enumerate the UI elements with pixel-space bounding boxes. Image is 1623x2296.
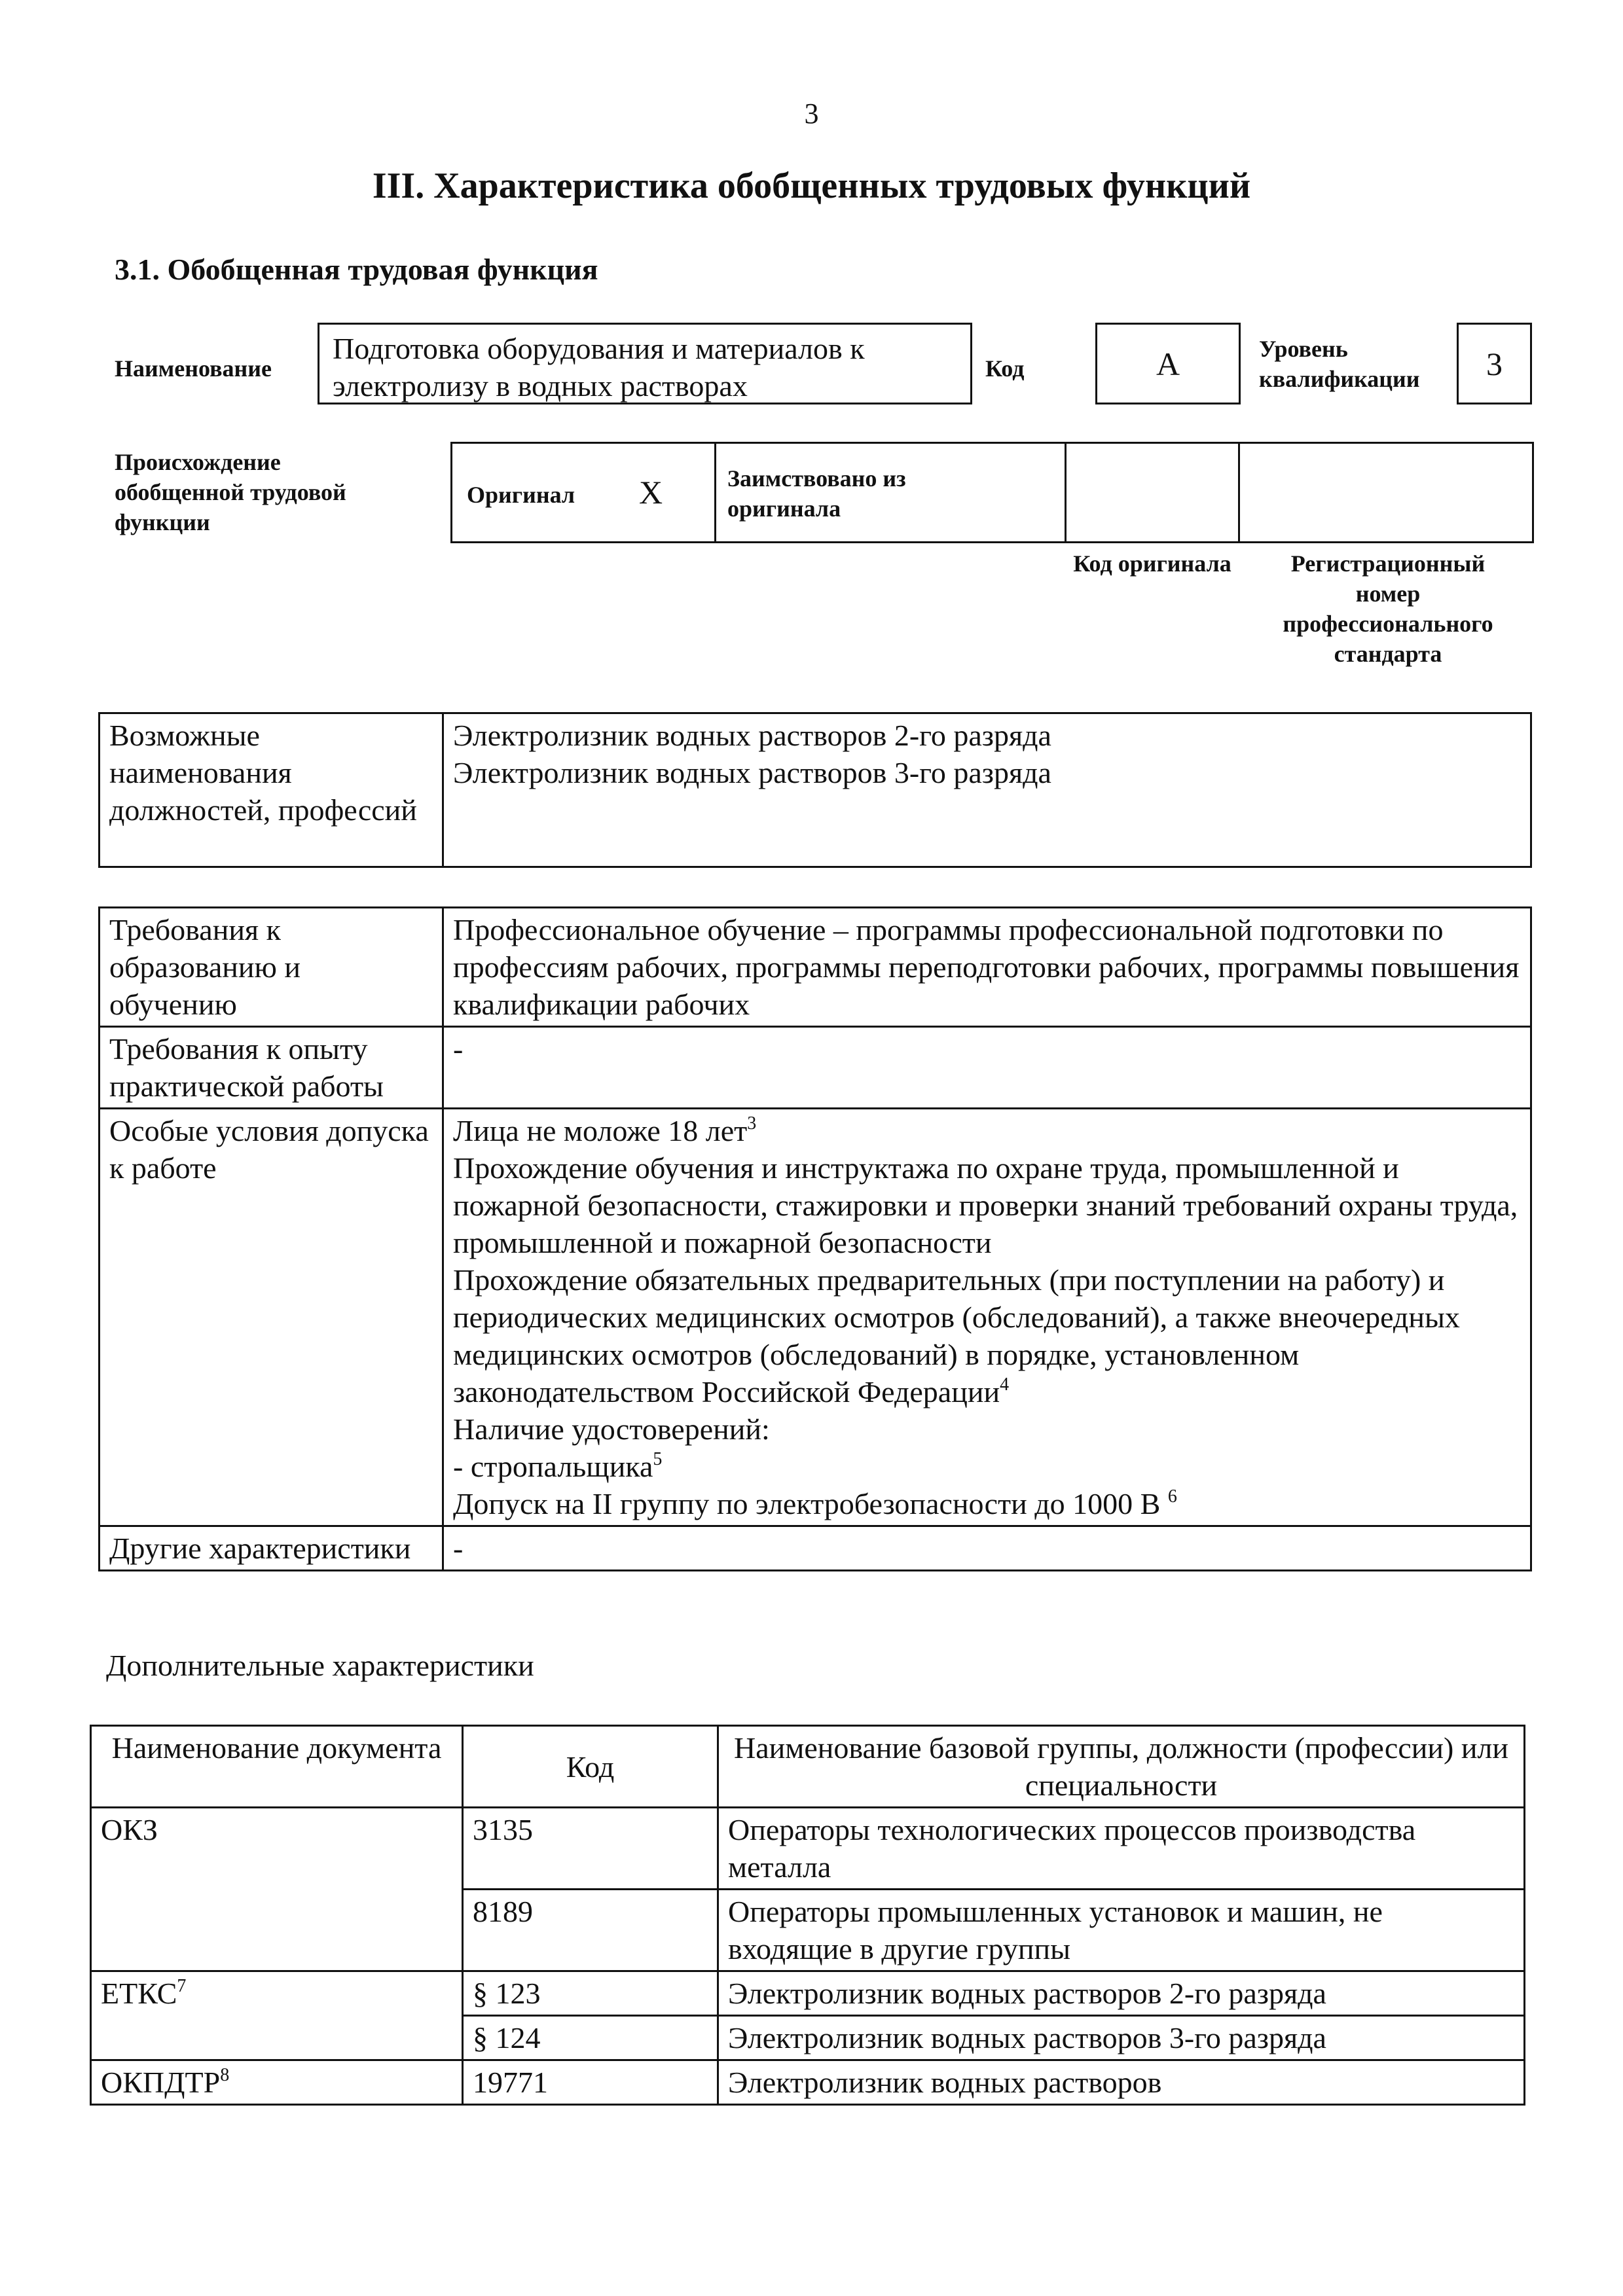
req-value-experience: -: [453, 1032, 464, 1066]
code-label: Код: [985, 355, 1025, 382]
code-cell: § 123: [463, 1971, 718, 2016]
reg-number-caption: Регистрационный номер профессионального стандарта: [1283, 550, 1493, 667]
footnote-ref: 6: [1167, 1486, 1177, 1507]
special-line-slinger: - стропальщика: [453, 1450, 653, 1483]
req-value-other: -: [453, 1532, 464, 1565]
position-item: Электролизник водных растворов 3-го разряда: [453, 756, 1051, 789]
col-header-doc: Наименование документа: [91, 1726, 463, 1808]
req-label-special: Особые условия допуска к работе: [109, 1114, 429, 1185]
level-box: [1457, 323, 1532, 404]
footnote-ref: 5: [653, 1449, 663, 1469]
level-label: Уровень квалификации: [1259, 336, 1420, 392]
origin-divider-3: [1238, 444, 1240, 542]
code-cell: 8189: [463, 1890, 718, 1971]
special-line-age: Лица не моложе 18 лет: [453, 1114, 748, 1147]
req-value-education: Профессиональное обучение – программы профессиональной подготовки по профессиям рабочих, программы переподготовки рабочих, программы повышения квалификации рабочих: [453, 913, 1520, 1021]
origin-table: [450, 442, 1534, 543]
origin-divider-1: [714, 444, 716, 542]
positions-label: Возможные наименования должностей, профессий: [109, 719, 417, 827]
original-mark: X: [639, 474, 663, 511]
name-cell: Электролизник водных растворов 3-го разряда: [718, 2016, 1525, 2060]
code-box: [1095, 323, 1241, 404]
page-number: 3: [804, 98, 819, 130]
name-box: [318, 323, 972, 404]
footnote-ref: 3: [747, 1113, 757, 1134]
origin-divider-2: [1065, 444, 1067, 542]
origin-label: Происхождение обобщенной трудовой функции: [115, 449, 346, 535]
special-line-certificates: Наличие удостоверений:: [453, 1412, 770, 1446]
special-line-medical: Прохождение обязательных предварительных (при поступлении на работу) и периодических медицинских осмотров (обследований), а также внеочередных медицинских осмотров (обследований) в порядке, установленном законодательством Российской Федерации: [453, 1263, 1460, 1408]
req-label-education: Требования к образованию и обучению: [109, 913, 301, 1021]
level-value: 3: [1486, 345, 1503, 382]
footnote-ref: 4: [1000, 1374, 1010, 1395]
name-cell: Операторы технологических процессов производства металла: [718, 1808, 1525, 1890]
name-cell: Операторы промышленных установок и машин, не входящие в другие группы: [718, 1890, 1525, 1971]
original-label: Оригинал: [467, 482, 575, 508]
doc-cell: ОКПДТР: [101, 2066, 221, 2099]
additional-table: [90, 1725, 1525, 2106]
code-cell: § 124: [463, 2016, 718, 2060]
code-cell: 3135: [463, 1808, 718, 1890]
name-cell: Электролизник водных растворов: [718, 2060, 1525, 2105]
col-header-code: Код: [463, 1726, 718, 1808]
name-cell: Электролизник водных растворов 2-го разряда: [718, 1971, 1525, 2016]
req-label-other: Другие характеристики: [109, 1532, 411, 1565]
subsection-title: 3.1. Обобщенная трудовая функция: [115, 253, 598, 286]
additional-title: Дополнительные характеристики: [106, 1649, 534, 1682]
footnote-ref: 8: [220, 2065, 230, 2085]
doc-cell: ЕТКС: [101, 1977, 177, 2010]
name-label: Наименование: [115, 355, 272, 382]
code-value: A: [1156, 345, 1180, 382]
special-line-electrical: Допуск на II группу по электробезопасности до 1000 В: [453, 1487, 1161, 1520]
code-cell: 19771: [463, 2060, 718, 2105]
special-line-training: Прохождение обучения и инструктажа по охране труда, промышленной и пожарной безопасности, стажировки и проверки знаний требований охраны труда, промышленной и пожарной безопасности: [453, 1151, 1518, 1259]
position-item: Электролизник водных растворов 2-го разряда: [453, 719, 1051, 752]
borrowed-label: Заимствовано из оригинала: [727, 465, 906, 522]
footnote-ref: 7: [177, 1976, 187, 1996]
positions-table: [98, 712, 1532, 868]
requirements-table: [98, 906, 1532, 1571]
req-label-experience: Требования к опыту практической работы: [109, 1032, 384, 1103]
doc-cell: ОКЗ: [91, 1808, 463, 1971]
name-value: Подготовка оборудования и материалов к электролизу в водных растворах: [333, 332, 865, 403]
code-original-caption: Код оригинала: [1073, 550, 1231, 577]
section-title: III. Характеристика обобщенных трудовых функций: [372, 166, 1251, 206]
col-header-name: Наименование базовой группы, должности (профессии) или специальности: [718, 1726, 1525, 1808]
